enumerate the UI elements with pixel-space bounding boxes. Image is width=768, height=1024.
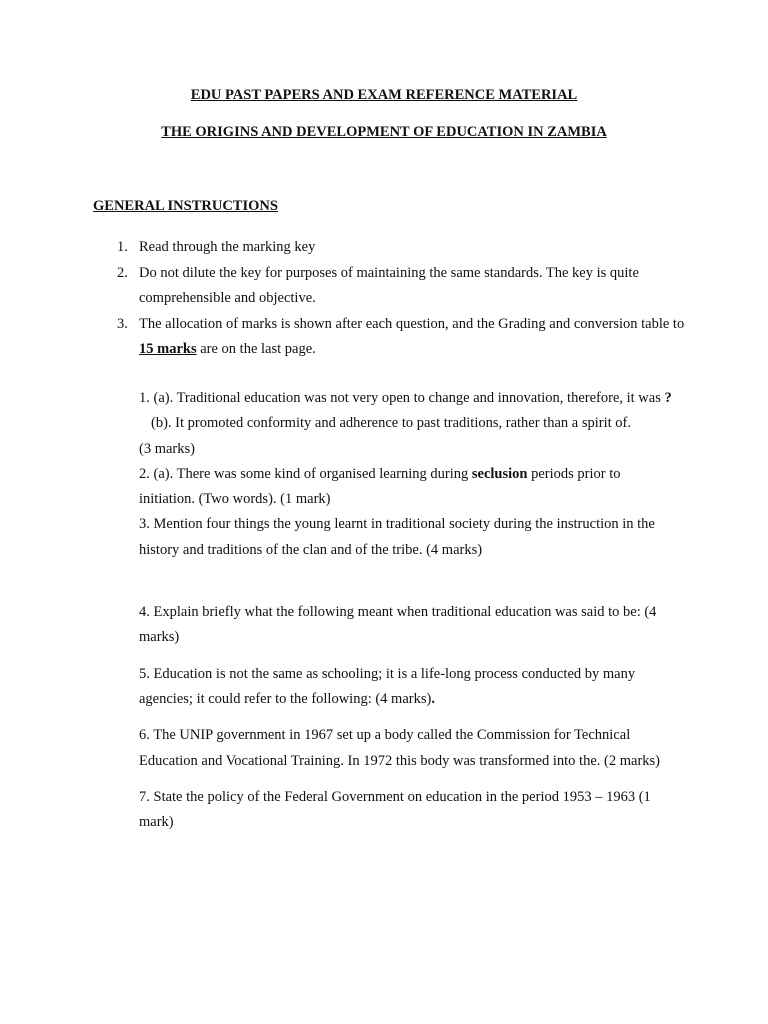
list-item-number: 3.	[117, 315, 128, 332]
question-mark: ?	[664, 390, 672, 406]
list-item-text: Read through the marking key	[139, 239, 316, 255]
list-item	[110, 235, 690, 261]
list-item	[110, 261, 690, 312]
document-subtitle: THE ORIGINS AND DEVELOPMENT OF EDUCATION IN ZAMBIA	[161, 124, 607, 140]
question-2-text: 2. (a). There was some kind of organised learning during	[139, 465, 472, 482]
question-2-text-end: periods prior to initiation. (Two words). (1 mark)	[139, 465, 621, 508]
list-item-text-end: are on the last page.	[196, 341, 316, 357]
question-1b: (b). It promoted conformity and adherence to past traditions, rather than a spirit of.	[151, 415, 631, 432]
question-5-end: .	[431, 690, 435, 707]
instructions-list	[110, 235, 690, 363]
list-item-number: 1.	[117, 239, 128, 255]
question-1a-text: 1. (a). Traditional education was not very open to change and innovation, therefore, it was	[139, 390, 665, 406]
list-item	[110, 312, 690, 363]
question-6: 6. The UNIP government in 1967 set up a body called the Commission for Technical Education and Vocational Training. In 1972 this body was transformed into the. (2 marks)	[139, 727, 660, 769]
question-5	[139, 662, 679, 713]
question-7: 7. State the policy of the Federal Government on education in the period 1953 – 1963 (1 mark)	[139, 788, 651, 831]
question-3: 3. Mention four things the young learnt in traditional society during the instruction in the history and traditions of the clan and of the tribe. (4 marks)	[139, 516, 655, 558]
question-4: 4. Explain briefly what the following meant when traditional education was said to be: (4 marks)	[139, 604, 657, 646]
list-item-number: 2.	[117, 264, 128, 281]
marks-emphasis: 15 marks	[139, 341, 197, 357]
question-1-marks: (3 marks)	[139, 440, 195, 457]
seclusion-term: seclusion	[471, 465, 528, 482]
question-2	[139, 462, 679, 513]
general-instructions-heading: GENERAL INSTRUCTIONS	[93, 198, 278, 214]
list-item-text: Do not dilute the key for purposes of maintaining the same standards. The key is quite comprehensible and objective.	[139, 264, 639, 306]
questions-section	[139, 386, 679, 835]
document-title: EDU PAST PAPERS AND EXAM REFERENCE MATERIAL	[190, 87, 578, 103]
question-1a	[139, 386, 679, 411]
list-item-text: The allocation of marks is shown after each question, and the Grading and conversion table to	[139, 315, 685, 332]
question-5-text: 5. Education is not the same as schooling; it is a life-long process conducted by many agencies; it could refer to the following: (4 marks)	[139, 665, 636, 707]
